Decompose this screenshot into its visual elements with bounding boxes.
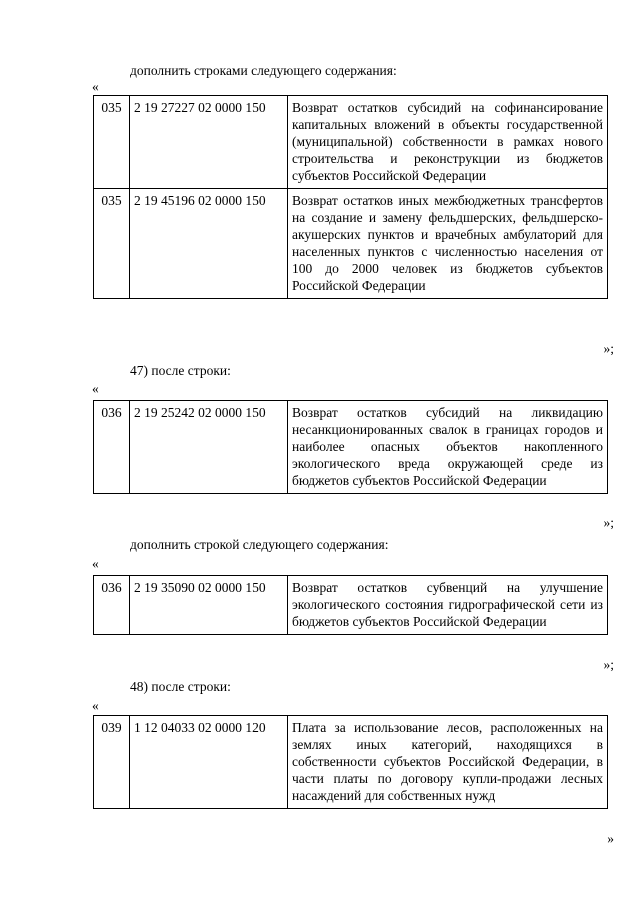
open-quote-3: «: [92, 556, 99, 571]
kbk-code-cell: 2 19 45196 02 0000 150: [130, 189, 288, 299]
close-quote-4: »: [607, 831, 614, 846]
kbk-code-cell: 2 19 25242 02 0000 150: [130, 401, 288, 494]
income-name-cell: Возврат остатков субсидий на ликвидацию несанкционированных свалок в границах городов и наиболее опасных объектов накопленного экологического вреда окружающей среде из бюджетов субъектов Российской Федерации: [288, 401, 608, 494]
admin-code-cell: 036: [94, 401, 130, 494]
admin-code-cell: 036: [94, 576, 130, 635]
admin-code-cell: 035: [94, 189, 130, 299]
income-name-cell: Возврат остатков субсидий на софинансирование капитальных вложений в объекты государственной (муниципальной) собственности в рамках нового строительства и реконструкции из бюджетов субъектов Российской Федерации: [288, 96, 608, 189]
admin-code-cell: 035: [94, 96, 130, 189]
open-quote-2: «: [92, 381, 99, 396]
amendment-intro-2: 47) после строки:: [130, 363, 231, 378]
income-name-cell: Плата за использование лесов, расположенных на землях иных категорий, находящихся в собственности субъектов Российской Федерации, в части платы по договору купли-продажи лесных насаждений для собственных нужд: [288, 716, 608, 809]
kbk-code-cell: 1 12 04033 02 0000 120: [130, 716, 288, 809]
budget-code-table-2: [93, 400, 608, 494]
kbk-code-cell: 2 19 27227 02 0000 150: [130, 96, 288, 189]
kbk-code-cell: 2 19 35090 02 0000 150: [130, 576, 288, 635]
budget-code-table-4: [93, 715, 608, 809]
table-row: [94, 576, 608, 635]
budget-code-table-1: [93, 95, 608, 299]
open-quote-1: «: [92, 79, 99, 94]
close-quote-3: »;: [603, 657, 614, 672]
budget-code-table-3: [93, 575, 608, 635]
table-row: [94, 401, 608, 494]
close-quote-2: »;: [603, 515, 614, 530]
open-quote-4: «: [92, 698, 99, 713]
table-row: [94, 189, 608, 299]
table-row: [94, 716, 608, 809]
table-row: [94, 96, 608, 189]
amendment-intro-3: дополнить строкой следующего содержания:: [130, 537, 389, 552]
close-quote-1: »;: [603, 341, 614, 356]
amendment-intro-4: 48) после строки:: [130, 679, 231, 694]
amendment-intro-1: дополнить строками следующего содержания:: [130, 63, 397, 78]
admin-code-cell: 039: [94, 716, 130, 809]
income-name-cell: Возврат остатков иных межбюджетных трансфертов на создание и замену фельдшерских, фельдшерско-акушерских пунктов и врачебных амбулаторий для населенных пунктов с численностью населения от 100 до 2000 человек из бюджетов субъектов Российской Федерации: [288, 189, 608, 299]
income-name-cell: Возврат остатков субвенций на улучшение экологического состояния гидрографической сети из бюджетов субъектов Российской Федерации: [288, 576, 608, 635]
